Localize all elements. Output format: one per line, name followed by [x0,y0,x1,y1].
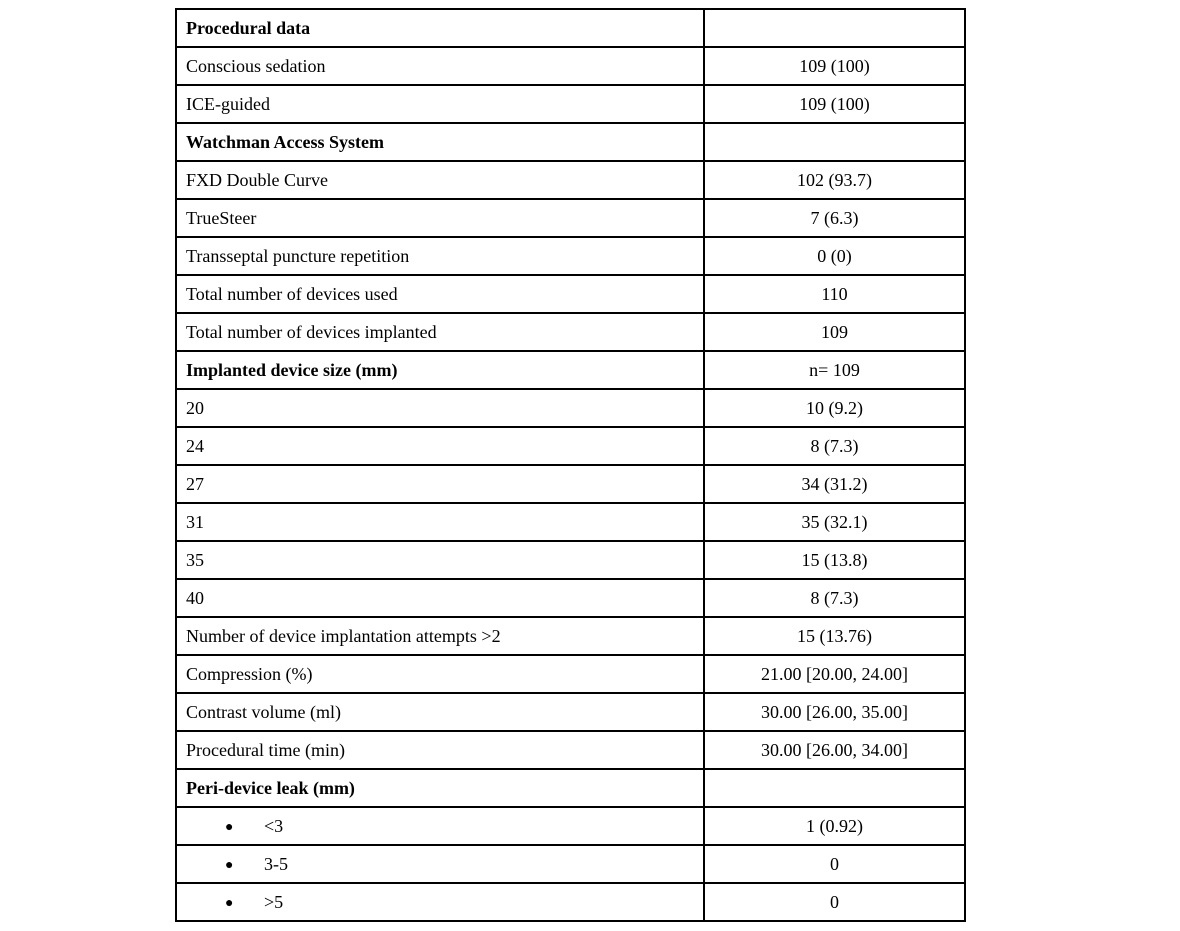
row-label-text: Procedural time (min) [186,739,345,760]
table-row [176,579,965,617]
row-value: 7 (6.3) [704,199,965,237]
row-label [176,503,704,541]
table-row [176,9,965,47]
table-row [176,275,965,313]
table-row [176,541,965,579]
row-label-text: 31 [186,511,204,532]
row-value: 10 (9.2) [704,389,965,427]
row-value: 21.00 [20.00, 24.00] [704,655,965,693]
table-row [176,351,965,389]
table-row [176,85,965,123]
row-label-text: Total number of devices used [186,283,398,304]
table-row [176,123,965,161]
row-label-text: Compression (%) [186,663,313,684]
row-label [176,541,704,579]
row-value: 34 (31.2) [704,465,965,503]
row-value: 15 (13.76) [704,617,965,655]
row-label [176,389,704,427]
table-row [176,769,965,807]
row-label [176,883,704,921]
row-label-text: 35 [186,549,204,570]
row-label [176,85,704,123]
row-label [176,845,704,883]
row-label [176,693,704,731]
row-label-text: ICE-guided [186,93,270,114]
row-value: 8 (7.3) [704,427,965,465]
row-label [176,47,704,85]
row-label-text: 24 [186,435,204,456]
row-value [704,9,965,47]
row-label-text: Peri-device leak (mm) [186,777,355,798]
table-row [176,161,965,199]
row-label [176,769,704,807]
row-label-text: Watchman Access System [186,131,384,152]
table-row [176,731,965,769]
table-row [176,465,965,503]
bullet-icon: ● [225,895,234,911]
row-label [176,313,704,351]
row-label [176,807,704,845]
row-value: 110 [704,275,965,313]
row-value: 1 (0.92) [704,807,965,845]
row-label [176,199,704,237]
row-value: 35 (32.1) [704,503,965,541]
row-label-text: 3-5 [263,853,288,874]
row-label [176,655,704,693]
row-value: 102 (93.7) [704,161,965,199]
bullet-icon: ● [225,819,234,835]
table-row [176,693,965,731]
row-label-text: Transseptal puncture repetition [186,245,410,266]
procedural-data-table [175,8,966,922]
row-value: 109 (100) [704,85,965,123]
row-label-text: 20 [186,397,204,418]
row-value: 0 [704,845,965,883]
row-label [176,465,704,503]
table-body [176,9,965,921]
table-row [176,883,965,921]
table-row [176,389,965,427]
row-label [176,579,704,617]
row-label-text: Number of device implantation attempts >2 [186,625,501,646]
row-value [704,123,965,161]
row-value: 30.00 [26.00, 35.00] [704,693,965,731]
table-row [176,807,965,845]
row-label-text: Total number of devices implanted [186,321,437,342]
table-row [176,503,965,541]
row-label-text: FXD Double Curve [186,169,328,190]
table-row [176,199,965,237]
row-label [176,275,704,313]
table-row [176,237,965,275]
row-label [176,427,704,465]
row-label-text: Contrast volume (ml) [186,701,341,722]
table-row [176,47,965,85]
row-value: n= 109 [704,351,965,389]
row-label-text: 40 [186,587,204,608]
row-label [176,123,704,161]
row-label-text: 27 [186,473,204,494]
table-row [176,427,965,465]
table-row [176,313,965,351]
table-row [176,655,965,693]
row-value: 8 (7.3) [704,579,965,617]
row-value [704,769,965,807]
row-value: 0 [704,883,965,921]
row-label-text: TrueSteer [186,207,257,228]
row-label [176,731,704,769]
table-row [176,617,965,655]
row-value: 0 (0) [704,237,965,275]
row-value: 109 [704,313,965,351]
row-label-text: Conscious sedation [186,55,326,76]
table-row [176,845,965,883]
row-value: 30.00 [26.00, 34.00] [704,731,965,769]
bullet-icon: ● [225,857,234,873]
row-label-text: Implanted device size (mm) [186,359,398,380]
row-value: 109 (100) [704,47,965,85]
row-label-text: <3 [263,815,284,836]
row-label [176,351,704,389]
row-label-text: >5 [263,891,284,912]
row-label [176,617,704,655]
row-label-text: Procedural data [186,17,311,38]
data-table [175,8,966,922]
row-label [176,9,704,47]
row-label [176,237,704,275]
row-value: 15 (13.8) [704,541,965,579]
row-label [176,161,704,199]
